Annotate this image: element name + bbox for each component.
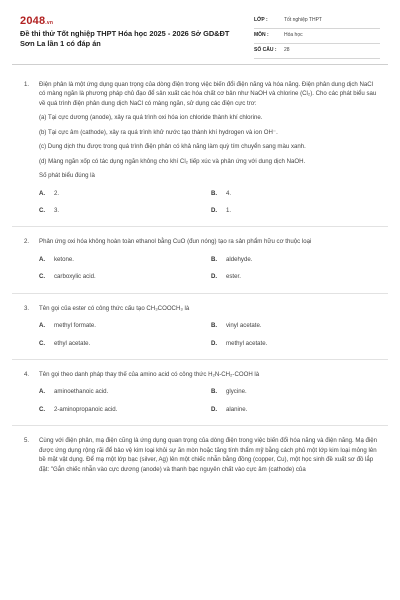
option-text: glycine. [226, 388, 247, 396]
option-text: 2. [54, 189, 60, 197]
option-key: D. [211, 273, 218, 281]
question-divider [12, 425, 388, 426]
answer-option[interactable] [39, 387, 211, 396]
header-divider [12, 64, 388, 65]
meta-row-class [254, 14, 380, 29]
option-text: aldehyde. [226, 255, 253, 263]
option-text: 1. [226, 206, 232, 214]
answer-option[interactable] [39, 189, 211, 198]
answer-option[interactable] [211, 206, 380, 215]
question-number: 5. [24, 437, 30, 445]
answer-options [39, 189, 380, 218]
question-text: Điện phân là một ứng dụng quan trọng của dòng điện trong việc biến đổi điện năng và hóa năng. Điện phân dung dịch NaCl có màng ngăn là phương pháp chủ đạo để sản xuất các hóa chất cơ bản như NaOH và chlorine (Cl₂). Cho các phát biểu sau về quá trình điện phân dung dịch NaCl có màng ngăn, sử dụng các điện cực trơ: [39, 81, 377, 107]
meta-label: SỐ CÂU : [254, 47, 277, 54]
option-key: B. [211, 255, 218, 263]
option-text: methyl acetate. [226, 339, 268, 347]
question-item [0, 304, 400, 350]
question-text: Cùng với điện phân, mạ điện cũng là ứng dụng quan trọng của dòng điện trong việc biến đổi hóa năng và điện năng. Mạ điện được ứng dụng rộng rãi để bảo vệ kim loại khỏi sự ăn mòn hoặc tăng tính thẩm mỹ bằng cách phủ một lớp kim loại mỏng lên bề mặt vật dụng. Để mạ một lớp bạc (silver, Ag) lên một chiếc nhẫn bằng đồng (copper, Cu), một học sinh đề xuất sơ đồ lắp đặt: "Gắn chiếc nhẫn vào cực dương (anode) và thanh bạc nguyên chất vào cực âm (cathode) của [39, 437, 378, 473]
option-key: D. [211, 339, 218, 347]
question-number: 3. [24, 304, 30, 312]
option-key: C. [39, 206, 46, 214]
question-body [39, 237, 380, 283]
question-number: 2. [24, 238, 30, 246]
question-text: (a) Tại cực dương (anode), xảy ra quá trình oxi hóa ion chloride thành khí chlorine. [39, 114, 263, 122]
option-key: B. [211, 189, 218, 197]
answer-options [39, 387, 380, 416]
question-text: (c) Dung dịch thu được trong quá trình điện phân có khả năng làm quỳ tím chuyển sang màu xanh. [39, 143, 306, 151]
question-number: 4. [24, 371, 30, 378]
question-body [39, 304, 380, 350]
option-text: ketone. [54, 255, 74, 263]
question-text: (b) Tại cực âm (cathode), xảy ra quá trình khử nước tạo thành khí hydrogen và ion OH⁻. [39, 128, 278, 136]
option-key: D. [211, 206, 218, 214]
option-key: B. [211, 322, 218, 330]
option-key: A. [39, 388, 46, 396]
option-key: A. [39, 255, 46, 263]
exam-meta-table [254, 14, 380, 59]
meta-row-subject [254, 29, 380, 44]
option-text: alanine. [226, 405, 248, 413]
meta-row-question-count [254, 44, 380, 59]
question-body [39, 80, 380, 217]
answer-option[interactable] [39, 255, 211, 264]
question-text: (d) Màng ngăn xốp có tác dụng ngăn không cho khí Cl₂ tiếp xúc và phản ứng với dung dịch NaOH. [39, 157, 306, 165]
document-header [0, 0, 400, 60]
option-key: C. [39, 339, 46, 347]
question-body [39, 436, 380, 479]
question-divider [12, 226, 388, 227]
question-text: Tên gọi của ester có công thức cấu tạo CH₃COOCH₃ là [39, 304, 190, 312]
meta-value: 28 [284, 47, 290, 54]
answer-option[interactable] [39, 321, 211, 330]
answer-option[interactable] [211, 189, 380, 198]
option-text: carboxylic acid. [54, 273, 96, 281]
option-key: C. [39, 405, 46, 413]
question-divider [12, 293, 388, 294]
meta-label: LỚP : [254, 17, 268, 24]
option-key: A. [39, 322, 46, 330]
answer-options [39, 255, 380, 284]
exam-title: Đề thi thử Tốt nghiệp THPT Hóa học 2025 - 2026 Sở GD&ĐT Sơn La lần 1 có đáp án [20, 29, 230, 49]
answer-option[interactable] [211, 321, 380, 330]
answer-option[interactable] [39, 272, 211, 281]
answer-option[interactable] [39, 405, 211, 414]
option-text: methyl formate. [54, 322, 96, 330]
question-body [39, 370, 380, 416]
question-list [0, 80, 400, 479]
meta-value: Hóa học [284, 32, 303, 39]
question-item [0, 370, 400, 416]
answer-option[interactable] [211, 255, 380, 264]
option-text: ester. [226, 273, 241, 281]
site-logo[interactable]: 2048.vn [20, 15, 54, 27]
option-key: A. [39, 189, 46, 197]
option-text: ethyl acetate. [54, 339, 91, 347]
answer-option[interactable] [211, 272, 380, 281]
answer-option[interactable] [211, 405, 380, 414]
meta-value: Tốt nghiệp THPT [284, 17, 322, 24]
option-key: C. [39, 273, 46, 281]
option-key: B. [211, 388, 218, 396]
question-number: 1. [24, 81, 30, 88]
question-item [0, 80, 400, 217]
answer-options [39, 321, 380, 350]
question-text: Phản ứng oxi hóa không hoàn toàn ethanol bằng CuO (đun nóng) tạo ra sản phẩm hữu cơ thuộc loại [39, 238, 312, 246]
option-text: aminoethanoic acid. [54, 388, 109, 396]
answer-option[interactable] [39, 206, 211, 215]
question-divider [12, 359, 388, 360]
option-key: D. [211, 405, 218, 413]
question-text: Số phát biểu đúng là [39, 172, 95, 180]
option-text: 4. [226, 189, 232, 197]
option-text: 3. [54, 206, 60, 214]
question-item [0, 237, 400, 283]
meta-label: MÔN : [254, 32, 269, 39]
question-text: Tên gọi theo danh pháp thay thế của amino acid có công thức H₂N-CH₂-COOH là [39, 371, 260, 378]
answer-option[interactable] [211, 339, 380, 348]
answer-option[interactable] [211, 387, 380, 396]
option-text: vinyl acetate. [226, 322, 262, 330]
question-item [0, 436, 400, 479]
option-text: 2-aminopropanoic acid. [54, 405, 118, 413]
answer-option[interactable] [39, 339, 211, 348]
